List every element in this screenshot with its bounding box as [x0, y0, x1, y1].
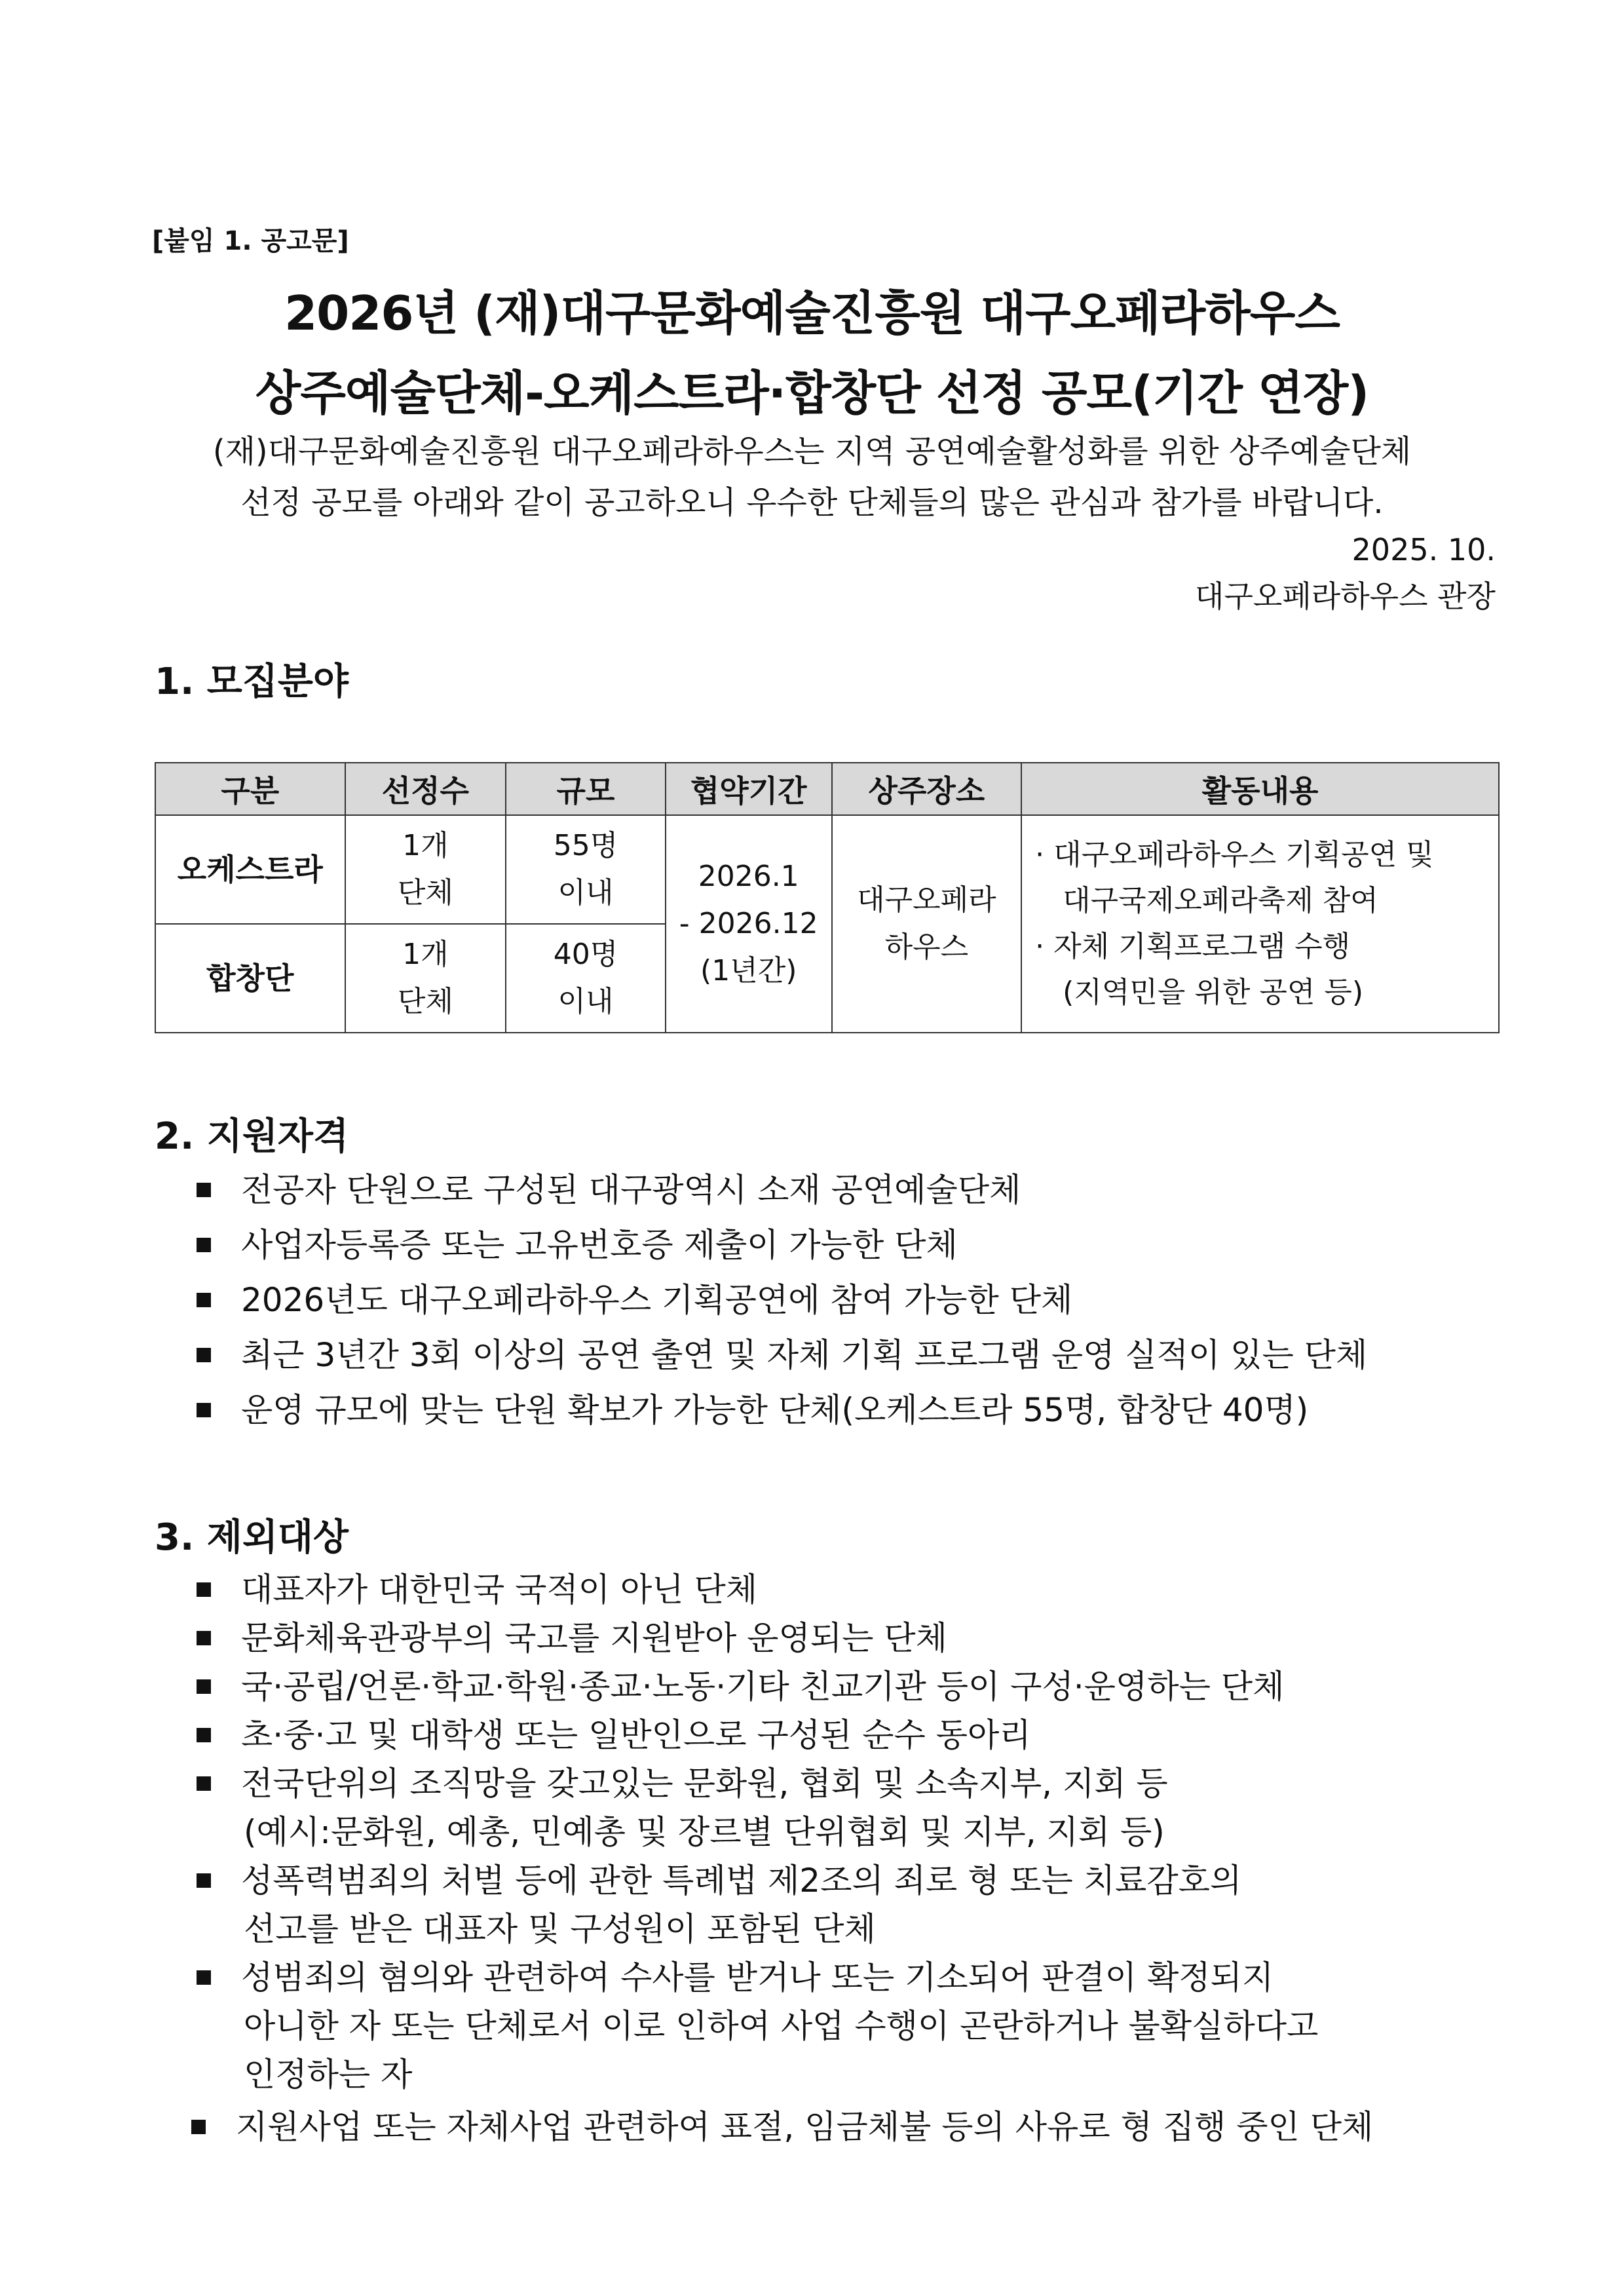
document-title-line1: 2026년 (재)대구문화예술진흥원 대구오페라하우스 [284, 286, 1340, 341]
bullet-icon [197, 1631, 211, 1645]
count-line: 1개 [402, 829, 449, 862]
bullet-icon [197, 1238, 211, 1252]
list-item-text: 문화체육관광부의 국고를 지원받아 운영되는 단체 [241, 1619, 947, 1657]
list-item [197, 1384, 1308, 1431]
section1-heading: 1. 모집분야 [155, 660, 349, 703]
list-item-text: 국·공립/언론·학교·학원·종교·노동·기타 친교기관 등이 구성·운영하는 단체 [241, 1668, 1285, 1706]
list-item-text: 운영 규모에 맞는 단원 확보가 가능한 단체(오케스트라 55명, 합창단 40명) [241, 1391, 1309, 1429]
bullet-icon [197, 1582, 211, 1597]
list-item [197, 1757, 1168, 1805]
list-item-continuation: 아니한 자 또는 단체로서 이로 인하여 사업 수행이 곤란하거나 불확실하다고 [244, 2007, 1319, 2045]
list-item [197, 1164, 1021, 1211]
activity-line: · 대구오페라하우스 기획공연 및 [1035, 838, 1434, 871]
list-item [197, 1329, 1367, 1376]
period-line: (1년간) [700, 954, 797, 987]
list-item-text: 최근 3년간 3회 이상의 공연 출연 및 자체 기획 프로그램 운영 실적이 있는 단체 [241, 1336, 1368, 1374]
signature: 대구오페라하우스 관장 [1195, 579, 1496, 614]
bullet-icon [197, 1679, 211, 1694]
list-item-text: 성폭력범죄의 처벌 등에 관한 특례법 제2조의 죄로 형 또는 치료감호의 [241, 1862, 1242, 1900]
activity-line: 대구국제오페라축제 참여 [1063, 884, 1378, 917]
contract-period [666, 815, 832, 1033]
list-item [197, 1854, 1241, 1902]
bullet-icon [197, 1970, 211, 1985]
bullet-icon [197, 1183, 211, 1197]
list-item [197, 1660, 1284, 1708]
place-line: 하우스 [884, 930, 969, 964]
list-item-continuation: 인정하는 자 [244, 2056, 413, 2094]
list-item [197, 1612, 947, 1659]
header-activity: 활동내용 [1021, 763, 1499, 815]
period-line: 2026.1 [698, 860, 799, 893]
size-line: 이내 [557, 985, 614, 1018]
row-size [506, 815, 666, 924]
list-item-continuation: (예시:문화원, 예총, 민예총 및 장르별 단위협회 및 지부, 지회 등) [244, 1813, 1165, 1851]
announcement-date: 2025. 10. [1351, 532, 1496, 567]
list-item [191, 2101, 1373, 2148]
list-item-text: 전국단위의 조직망을 갖고있는 문화원, 협회 및 소속지부, 지회 등 [241, 1765, 1168, 1803]
list-item-continuation: 선고를 받은 대표자 및 구성원이 포함된 단체 [244, 1910, 876, 1948]
count-line: 단체 [397, 876, 453, 909]
list-item [197, 1709, 1031, 1756]
bullet-icon [197, 1776, 211, 1791]
bullet-icon [197, 1873, 211, 1888]
intro-line1: (재)대구문화예술진흥원 대구오페라하우스는 지역 공연예술활성화를 위한 상주예술단체 [212, 433, 1412, 470]
size-line: 이내 [557, 876, 614, 909]
activity-content [1021, 815, 1499, 1033]
activity-line: (지역민을 위한 공연 등) [1063, 976, 1363, 1009]
list-item [197, 1274, 1072, 1321]
section3-heading: 3. 제외대상 [155, 1516, 349, 1559]
row-size [506, 924, 666, 1033]
bullet-icon [191, 2120, 206, 2134]
activity-line: · 자체 기획프로그램 수행 [1035, 930, 1351, 963]
list-item-text: 지원사업 또는 자체사업 관련하여 표절, 임금체불 등의 사유로 형 집행 중인 단체 [236, 2108, 1374, 2146]
list-item-text: 전공자 단원으로 구성된 대구광역시 소재 공연예술단체 [241, 1171, 1021, 1209]
recruitment-table [155, 762, 1500, 1033]
document-title-line2: 상주예술단체-오케스트라·합창단 선정 공모(기간 연장) [255, 366, 1369, 421]
attachment-label: [붙임 1. 공고문] [152, 226, 349, 256]
header-count: 선정수 [345, 763, 506, 815]
list-item-text: 초·중·고 및 대학생 또는 일반인으로 구성된 순수 동아리 [241, 1716, 1031, 1754]
list-item [197, 1951, 1274, 1999]
list-item [197, 1219, 958, 1266]
header-size: 규모 [506, 763, 666, 815]
list-item-text: 2026년도 대구오페라하우스 기획공연에 참여 가능한 단체 [241, 1281, 1073, 1319]
bullet-icon [197, 1293, 211, 1307]
list-item [197, 1563, 757, 1611]
place-line: 대구오페라 [857, 883, 996, 917]
header-place: 상주장소 [832, 763, 1022, 815]
size-line: 40명 [553, 938, 618, 971]
count-line: 1개 [402, 938, 449, 971]
row-category: 합창단 [155, 924, 345, 1033]
header-category: 구분 [155, 763, 345, 815]
count-line: 단체 [397, 985, 453, 1018]
bullet-icon [197, 1728, 211, 1742]
list-item-text: 사업자등록증 또는 고유번호증 제출이 가능한 단체 [241, 1226, 958, 1264]
table-header-row [155, 763, 1499, 815]
bullet-icon [197, 1348, 211, 1362]
header-period: 협약기간 [666, 763, 832, 815]
period-line: - 2026.12 [679, 907, 818, 940]
list-item-text: 성범죄의 혐의와 관련하여 수사를 받거나 또는 기소되어 판결이 확정되지 [241, 1959, 1274, 1997]
size-line: 55명 [553, 829, 618, 862]
list-item-text: 대표자가 대한민국 국적이 아닌 단체 [241, 1571, 758, 1609]
row-category: 오케스트라 [155, 815, 345, 924]
intro-line2: 선정 공모를 아래와 같이 공고하오니 우수한 단체들의 많은 관심과 참가를 바랍니다. [240, 484, 1384, 521]
table-row [155, 815, 1499, 924]
resident-place [832, 815, 1022, 1033]
section2-heading: 2. 지원자격 [155, 1115, 349, 1158]
row-count [345, 924, 506, 1033]
bullet-icon [197, 1403, 211, 1417]
row-count [345, 815, 506, 924]
